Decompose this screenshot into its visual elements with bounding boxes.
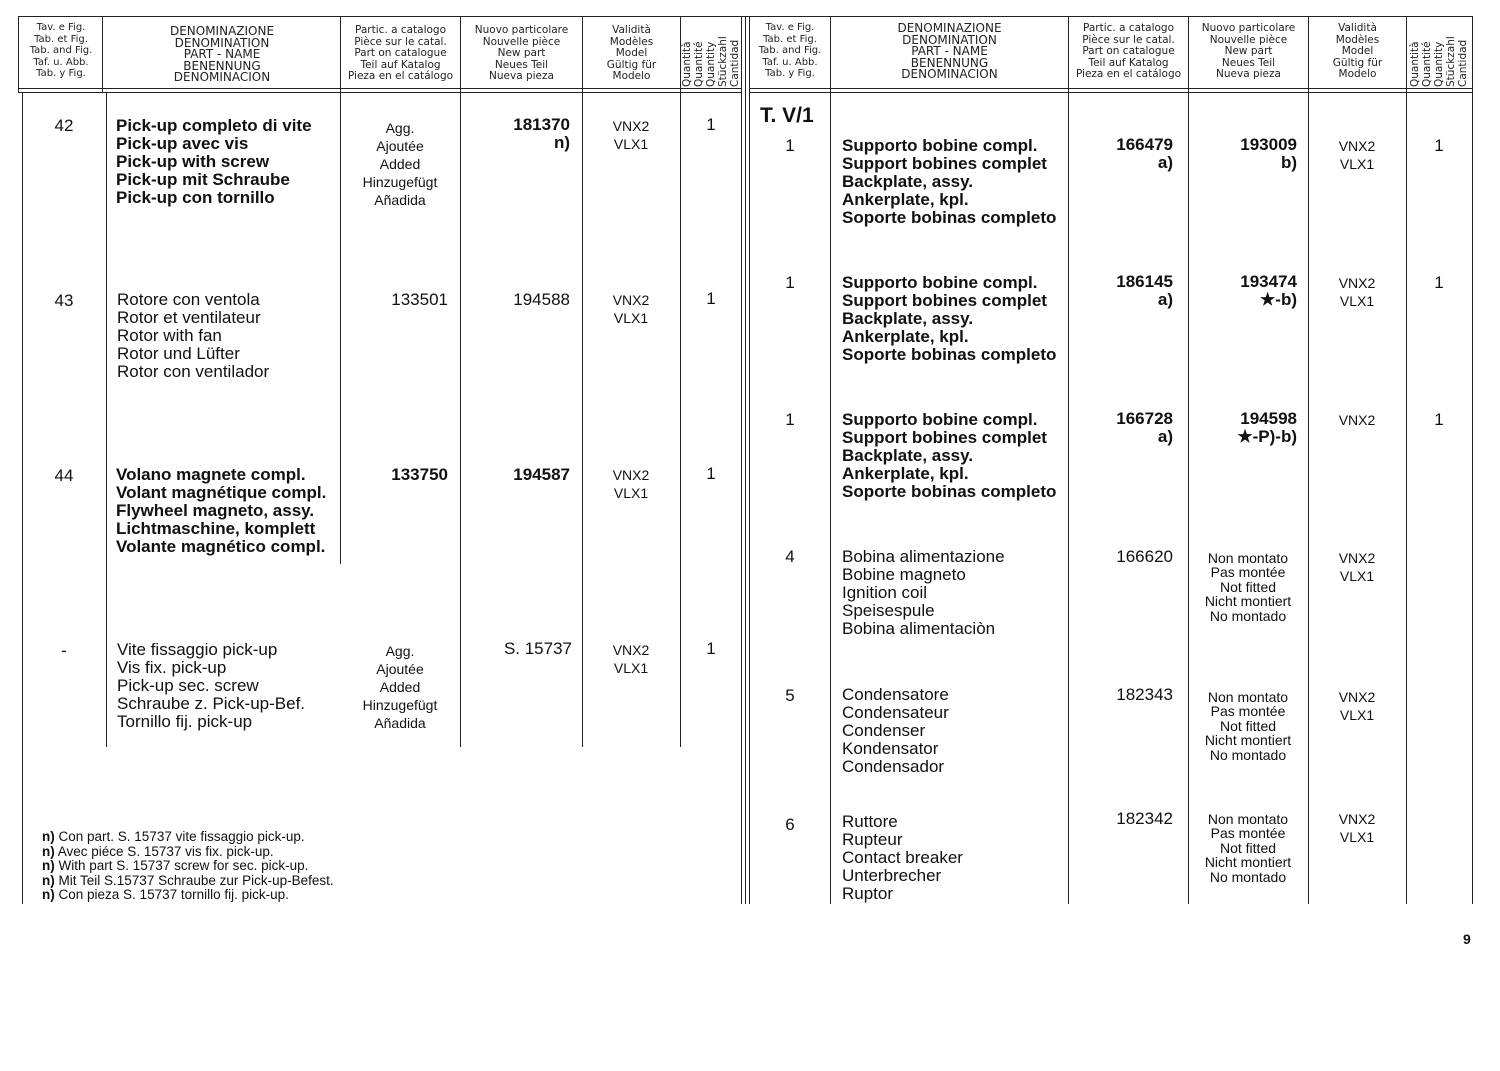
new-part: 194598 ★-P)-b) <box>1237 409 1297 446</box>
model-validity: VNX2 VLX1 <box>1338 689 1376 724</box>
header-denomination: DENOMINAZIONE DENOMINATION PART - NAME BENENNUNG DENOMINACION <box>169 24 275 85</box>
model-validity: VNX2 VLX1 <box>612 292 650 327</box>
new-part: 194587 <box>513 465 570 484</box>
model-validity: VNX2 VLX1 <box>612 642 650 677</box>
catalog-part: 166479 a) <box>1116 135 1173 172</box>
header-validity: Validità Modèles Model Gültig für Modelo <box>606 24 657 83</box>
page-number: 9 <box>1463 931 1471 947</box>
fig-number: - <box>61 641 67 660</box>
header-new-part: Nuovo particolare Nouvelle pièce New part Neues Teil Nueva pieza <box>1201 22 1296 81</box>
new-part: 193474 ★-b) <box>1240 272 1297 309</box>
footnote: n) Con pieza S. 15737 tornillo fij. pick-up. <box>42 887 289 903</box>
fig-number: 1 <box>785 273 795 292</box>
new-part: 193009 b) <box>1240 135 1297 172</box>
footnotes <box>42 830 334 903</box>
part-name: Ruttore Rupteur Contact breaker Unterbrecher Ruptor <box>842 812 963 904</box>
new-part: S. 15737 <box>503 639 572 658</box>
fig-number: 1 <box>785 136 795 155</box>
catalog-part: Agg. Ajoutée Added Hinzugefügt Añadida <box>362 643 438 732</box>
header-validity: Validità Modèles Model Gültig für Modelo <box>1332 22 1383 81</box>
part-name: Supporto bobine compl. Support bobines complet Backplate, assy. Ankerplate, kpl. Soporte bobinas completo <box>842 410 1057 502</box>
header-tav-fig: Tav. e Fig. Tab. et Fig. Tab. and Fig. Taf. u. Abb. Tab. y Fig. <box>29 22 93 80</box>
part-name: Vite fissaggio pick-up Vis fix. pick-up Pick-up sec. screw Schraube z. Pick-up-Bef. Tornillo fij. pick-up <box>117 640 306 732</box>
catalog-part: 182342 <box>1116 809 1173 828</box>
fig-number: 6 <box>785 815 795 834</box>
catalog-part: 133750 <box>391 465 448 484</box>
quantity: 1 <box>1434 410 1444 429</box>
fig-number: 1 <box>785 410 795 429</box>
table-reference: T. V/1 <box>760 104 814 127</box>
fig-number: 5 <box>785 686 795 705</box>
quantity: 1 <box>706 639 716 658</box>
catalog-part: 182343 <box>1116 685 1173 704</box>
part-name: Condensatore Condensateur Condenser Kondensator Condensador <box>842 685 949 777</box>
new-part: Non montato Pas montée Not fitted Nicht montiert No montado <box>1204 811 1292 885</box>
catalog-part: Agg. Ajoutée Added Hinzugefügt Añadida <box>362 120 438 209</box>
header-new-part: Nuovo particolare Nouvelle pièce New part Neues Teil Nueva pieza <box>474 24 569 83</box>
model-validity: VNX2 VLX1 <box>1338 811 1376 846</box>
fig-number: 44 <box>54 466 74 485</box>
quantity: 1 <box>706 289 716 308</box>
part-name: Pick-up completo di vite Pick-up avec vis Pick-up with screw Pick-up mit Schraube Pick-up con tornillo <box>116 116 312 208</box>
model-validity: VNX2 VLX1 <box>1338 275 1376 310</box>
new-part: Non montato Pas montée Not fitted Nicht montiert No montado <box>1204 689 1292 763</box>
part-name: Supporto bobine compl. Support bobines complet Backplate, assy. Ankerplate, kpl. Soporte bobinas completo <box>842 136 1057 228</box>
model-validity: VNX2 <box>1338 412 1376 428</box>
quantity: 1 <box>706 464 716 483</box>
catalog-part: 166620 <box>1116 547 1173 566</box>
new-part: 181370 n) <box>513 115 570 152</box>
quantity: 1 <box>706 115 716 134</box>
new-part: 194588 <box>513 290 570 309</box>
catalog-part: 133501 <box>391 290 448 309</box>
part-name: Rotore con ventola Rotor et ventilateur Rotor with fan Rotor und Lüfter Rotor con ventilador <box>117 290 270 382</box>
fig-number: 4 <box>785 547 795 566</box>
new-part: Non montato Pas montée Not fitted Nicht montiert No montado <box>1204 550 1292 624</box>
catalog-part: 186145 a) <box>1116 272 1173 309</box>
part-name: Bobina alimentazione Bobine magneto Ignition coil Speisespule Bobina alimentaciòn <box>842 547 1005 639</box>
header-denomination: DENOMINAZIONE DENOMINATION PART - NAME BENENNUNG DENOMINACION <box>897 21 1002 82</box>
model-validity: VNX2 VLX1 <box>612 118 650 153</box>
fig-number: 42 <box>54 116 74 135</box>
part-name: Supporto bobine compl. Support bobines complet Backplate, assy. Ankerplate, kpl. Soporte bobinas completo <box>842 273 1057 365</box>
fig-number: 43 <box>54 291 74 310</box>
footnote: n) With part S. 15737 screw for sec. pick-up. <box>42 858 309 874</box>
header-catalog-part: Partic. a catalogo Pièce sur le catal. Part on catalogue Teil auf Katalog Pieza en el catálogo <box>347 24 454 83</box>
model-validity: VNX2 VLX1 <box>612 467 650 502</box>
header-quantity: Quantità Quantité Quantity Stückzahl Cantidad <box>1409 36 1469 87</box>
footnote: n) Con part. S. 15737 vite fissaggio pick-up. <box>42 829 305 844</box>
header-catalog-part: Partic. a catalogo Pièce sur le catal. Part on catalogue Teil auf Katalog Pieza en el catálogo <box>1075 22 1182 81</box>
quantity: 1 <box>1434 273 1444 292</box>
header-quantity: Quantità Quantité Quantity Stückzahl Cantidad <box>681 36 741 87</box>
quantity: 1 <box>1434 136 1444 155</box>
header-tav-fig: Tav. e Fig. Tab. et Fig. Tab. and Fig. Taf. u. Abb. Tab. y Fig. <box>758 22 822 80</box>
model-validity: VNX2 VLX1 <box>1338 550 1376 585</box>
catalog-part: 166728 a) <box>1116 409 1173 446</box>
part-name: Volano magnete compl. Volant magnétique compl. Flywheel magneto, assy. Lichtmaschine, komplett Volante magnético compl. <box>116 465 327 557</box>
model-validity: VNX2 VLX1 <box>1338 138 1376 173</box>
footnote: n) Mit Teil S.15737 Schraube zur Pick-up-Befest. <box>42 872 334 888</box>
footnote: n) Avec piéce S. 15737 vis fix. pick-up. <box>42 843 274 859</box>
